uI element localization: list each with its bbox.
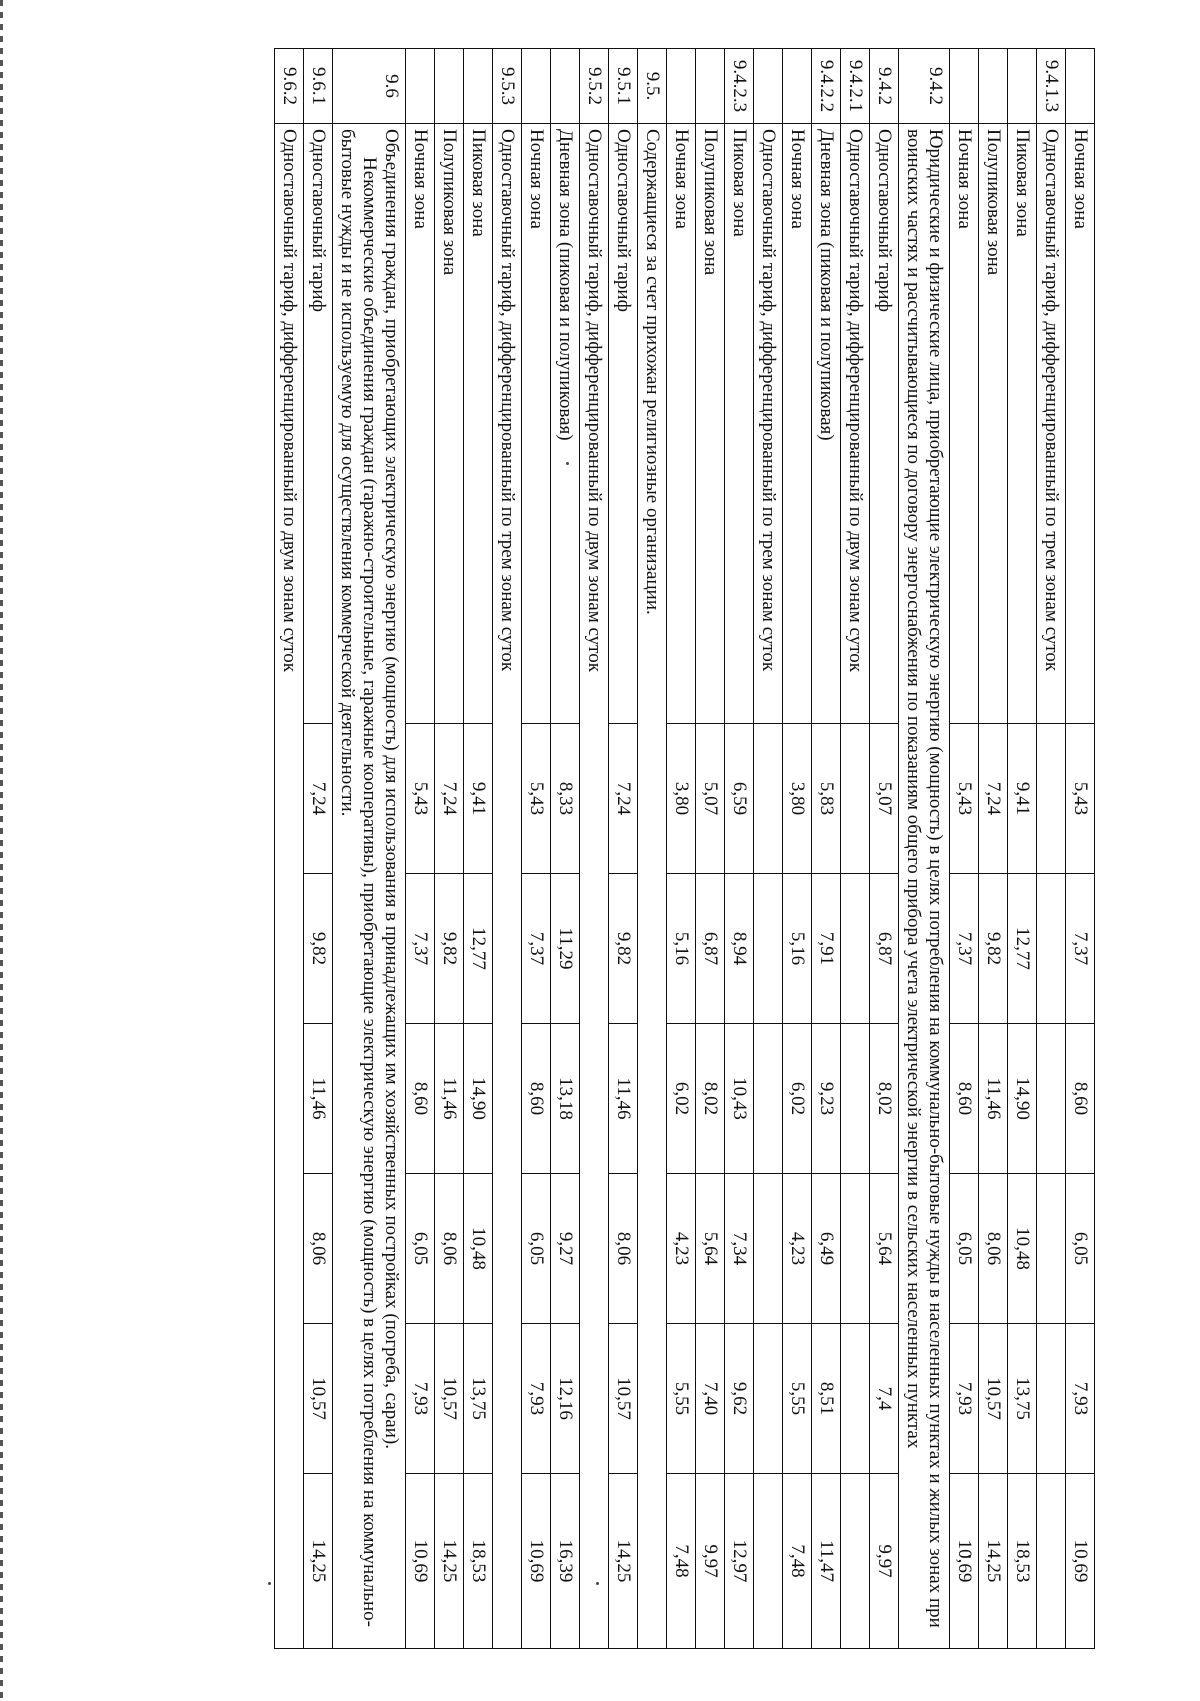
- row-number: 9.5.3: [493, 49, 522, 124]
- tariff-value: 3,80: [667, 724, 696, 874]
- tariff-value: 7,40: [696, 1324, 725, 1474]
- row-number: [406, 49, 435, 124]
- tariff-value: 9,82: [435, 874, 464, 1024]
- tariff-name: Одноставочный тариф, дифференцированный по трем зонам суток: [1037, 124, 1066, 724]
- tariff-value: 6,05: [1066, 1174, 1095, 1324]
- tariff-value: 5,07: [696, 724, 725, 874]
- tariff-value: 7,93: [1066, 1324, 1095, 1474]
- tariff-value: 10,69: [522, 1474, 551, 1649]
- tariff-name: Полупиковая зона: [435, 124, 464, 724]
- tariff-value: 6,02: [783, 1024, 812, 1174]
- table-section-row: [333, 49, 406, 1649]
- tariff-name: Одноставочный тариф, дифференцированный по двум зонам суток: [841, 124, 870, 724]
- tariff-value: [754, 1324, 783, 1474]
- row-number: 9.4.2: [870, 49, 899, 124]
- table-row: [304, 49, 333, 1649]
- tariff-value: 9,82: [609, 874, 638, 1024]
- table-row: [609, 49, 638, 1649]
- table-row: [1008, 49, 1037, 1649]
- row-number: [950, 49, 979, 124]
- tariff-value: 14,90: [464, 1024, 493, 1174]
- tariff-value: [841, 724, 870, 874]
- tariff-value: 4,23: [667, 1174, 696, 1324]
- tariff-value: 11,46: [979, 1024, 1008, 1174]
- section-text: Одноставочный тариф, дифференцированный по трем зонам суток: [497, 129, 518, 672]
- section-text-secondary: Некоммерческие объединения граждан (гаражно-строительные, гаражные кооперативы), приобретающие электрическую энергию (мощность) в целях потребления на коммунально-бытовые нужды и не используемую для осуществления коммерческой деятельности.: [337, 129, 380, 1627]
- row-number: 9.4.2.1: [841, 49, 870, 124]
- tariff-value: 4,23: [783, 1174, 812, 1324]
- tariff-value: 8,94: [725, 874, 754, 1024]
- row-number: [667, 49, 696, 124]
- section-heading: [899, 124, 950, 1649]
- section-heading: [638, 124, 667, 1649]
- tariff-value: 9,41: [464, 724, 493, 874]
- tariff-value: 5,64: [696, 1174, 725, 1324]
- tariff-name: Одноставочный тариф: [304, 124, 333, 724]
- row-number: 9.5.: [638, 49, 667, 124]
- tariff-value: 10,57: [979, 1324, 1008, 1474]
- tariff-value: 6,87: [870, 874, 899, 1024]
- row-number: [551, 49, 580, 124]
- tariff-name: Ночная зона: [667, 124, 696, 724]
- row-number: [1008, 49, 1037, 124]
- table-row: [870, 49, 899, 1649]
- tariff-value: [841, 1024, 870, 1174]
- tariff-name: Ночная зона: [406, 124, 435, 724]
- tariff-value: 9,97: [696, 1474, 725, 1649]
- tariff-value: 7,4: [870, 1324, 899, 1474]
- tariff-value: 14,25: [435, 1474, 464, 1649]
- tariff-value: 8,60: [950, 1024, 979, 1174]
- tariff-name: Полупиковая зона: [979, 124, 1008, 724]
- tariff-value: [1037, 1474, 1066, 1649]
- section-text: Содержащиеся за счет прихожан религиозные организации.: [642, 129, 663, 615]
- row-number: [522, 49, 551, 124]
- tariff-value: 7,24: [979, 724, 1008, 874]
- tariff-value: 6,49: [812, 1174, 841, 1324]
- row-number: [783, 49, 812, 124]
- table-row: [725, 49, 754, 1649]
- row-number: [696, 49, 725, 124]
- table-row: [406, 49, 435, 1649]
- tariff-value: 7,34: [725, 1174, 754, 1324]
- tariff-value: 7,37: [406, 874, 435, 1024]
- tariff-value: 10,43: [725, 1024, 754, 1174]
- tariff-value: 16,39: [551, 1474, 580, 1649]
- section-text: Одноставочный тариф, дифференцированный по двум зонам суток: [279, 129, 300, 672]
- tariff-value: [1037, 1174, 1066, 1324]
- table-row: [979, 49, 1008, 1649]
- tariff-name: Дневная зона (пиковая и полупиковая): [551, 124, 580, 724]
- tariff-value: 7,37: [1066, 874, 1095, 1024]
- tariff-value: 5,55: [783, 1324, 812, 1474]
- tariff-value: 10,57: [304, 1324, 333, 1474]
- tariff-table: [274, 48, 1095, 1649]
- tariff-value: 13,75: [1008, 1324, 1037, 1474]
- tariff-value: 9,23: [812, 1024, 841, 1174]
- row-number: [754, 49, 783, 124]
- tariff-value: 8,33: [551, 724, 580, 874]
- tariff-value: 7,93: [522, 1324, 551, 1474]
- table-row: [754, 49, 783, 1649]
- tariff-value: 6,05: [522, 1174, 551, 1324]
- tariff-value: 8,06: [435, 1174, 464, 1324]
- table-row: [1066, 49, 1095, 1649]
- tariff-name: Полупиковая зона: [696, 124, 725, 724]
- row-number: 9.6: [333, 49, 406, 124]
- tariff-value: [754, 724, 783, 874]
- tariff-value: 9,82: [979, 874, 1008, 1024]
- tariff-value: 9,97: [870, 1474, 899, 1649]
- tariff-value: 7,24: [435, 724, 464, 874]
- table-row: [696, 49, 725, 1649]
- tariff-value: 8,02: [696, 1024, 725, 1174]
- tariff-value: 10,48: [1008, 1174, 1037, 1324]
- tariff-value: 6,02: [667, 1024, 696, 1174]
- tariff-name: Пиковая зона: [1008, 124, 1037, 724]
- section-heading: [275, 124, 304, 1649]
- tariff-value: 8,06: [979, 1174, 1008, 1324]
- tariff-value: 10,69: [406, 1474, 435, 1649]
- table-row: [435, 49, 464, 1649]
- scan-edge-marks: [0, 0, 3, 1701]
- tariff-value: 13,18: [551, 1024, 580, 1174]
- table-section-row: [580, 49, 609, 1649]
- tariff-value: 7,37: [522, 874, 551, 1024]
- row-number: 9.4.1.3: [1037, 49, 1066, 124]
- tariff-value: 13,75: [464, 1324, 493, 1474]
- tariff-name: Одноставочный тариф: [870, 124, 899, 724]
- tariff-name: Ночная зона: [522, 124, 551, 724]
- tariff-value: 6,87: [696, 874, 725, 1024]
- tariff-value: 14,25: [979, 1474, 1008, 1649]
- tariff-value: 10,48: [464, 1174, 493, 1324]
- tariff-value: 18,53: [1008, 1474, 1037, 1649]
- tariff-value: 14,25: [304, 1474, 333, 1649]
- section-text: Юридические и физические лица, приобретающие электрическую энергию (мощность) в целях потребления на коммунально-бытовые нужды в населенных пунктах и жилых зонах при воинских частях и рассчитывающиеся по договору энергоснабжения по показаниям общего прибора учета электрической энергии в сельских населенных пунктах: [903, 129, 946, 1628]
- tariff-value: [841, 1474, 870, 1649]
- tariff-value: [1037, 724, 1066, 874]
- tariff-value: 5,43: [406, 724, 435, 874]
- tariff-name: Дневная зона (пиковая и полупиковая): [812, 124, 841, 724]
- table-row: [464, 49, 493, 1649]
- row-number: [464, 49, 493, 124]
- section-heading: [580, 124, 609, 1649]
- tariff-value: 6,05: [950, 1174, 979, 1324]
- table-section-row: [899, 49, 950, 1649]
- tariff-value: 8,60: [522, 1024, 551, 1174]
- tariff-name: Пиковая зона: [725, 124, 754, 724]
- tariff-value: 7,91: [812, 874, 841, 1024]
- table-row: [841, 49, 870, 1649]
- row-number: [1066, 49, 1095, 124]
- tariff-value: [841, 1324, 870, 1474]
- tariff-value: 5,16: [667, 874, 696, 1024]
- tariff-value: 5,64: [870, 1174, 899, 1324]
- tariff-value: 9,27: [551, 1174, 580, 1324]
- tariff-value: 7,93: [406, 1324, 435, 1474]
- section-text: Объединения граждан, приобретающих электрическую энергию (мощность) для использования в принадлежащих им хозяйственных постройках (погреба, сараи).: [381, 129, 402, 1449]
- tariff-name: Ночная зона: [783, 124, 812, 724]
- tariff-value: 5,43: [522, 724, 551, 874]
- tariff-value: 9,41: [1008, 724, 1037, 874]
- tariff-value: 11,46: [304, 1024, 333, 1174]
- tariff-value: 7,37: [950, 874, 979, 1024]
- tariff-value: 8,06: [609, 1174, 638, 1324]
- table-row: [667, 49, 696, 1649]
- tariff-value: 12,77: [464, 874, 493, 1024]
- tariff-value: 11,46: [435, 1024, 464, 1174]
- tariff-value: 5,83: [812, 724, 841, 874]
- tariff-value: 7,24: [304, 724, 333, 874]
- tariff-value: 12,77: [1008, 874, 1037, 1024]
- row-number: 9.6.2: [275, 49, 304, 124]
- tariff-value: 7,48: [783, 1474, 812, 1649]
- tariff-value: [1037, 874, 1066, 1024]
- tariff-value: [841, 1174, 870, 1324]
- tariff-value: 10,57: [435, 1324, 464, 1474]
- tariff-name: Ночная зона: [950, 124, 979, 724]
- table-row: [522, 49, 551, 1649]
- tariff-value: [1037, 1024, 1066, 1174]
- tariff-value: 8,60: [406, 1024, 435, 1174]
- tariff-value: 11,46: [609, 1024, 638, 1174]
- tariff-value: 10,69: [950, 1474, 979, 1649]
- tariff-name: Одноставочный тариф, дифференцированный по трем зонам суток: [754, 124, 783, 724]
- tariff-name: Ночная зона: [1066, 124, 1095, 724]
- tariff-value: 3,80: [783, 724, 812, 874]
- tariff-value: 7,93: [950, 1324, 979, 1474]
- tariff-value: 5,07: [870, 724, 899, 874]
- tariff-value: 5,55: [667, 1324, 696, 1474]
- section-text: Одноставочный тариф, дифференцированный по двум зонам суток: [584, 129, 605, 672]
- section-heading: [493, 124, 522, 1649]
- tariff-value: 7,24: [609, 724, 638, 874]
- table-row: [783, 49, 812, 1649]
- row-number: 9.4.2.3: [725, 49, 754, 124]
- table-section-row: [275, 49, 304, 1649]
- tariff-name: Одноставочный тариф: [609, 124, 638, 724]
- rotated-page: [125, 48, 1095, 1648]
- tariff-value: 8,60: [1066, 1024, 1095, 1174]
- tariff-value: 8,02: [870, 1024, 899, 1174]
- table-row: [950, 49, 979, 1649]
- tariff-value: 9,82: [304, 874, 333, 1024]
- tariff-value: 14,90: [1008, 1024, 1037, 1174]
- tariff-value: 11,29: [551, 874, 580, 1024]
- tariff-value: 12,97: [725, 1474, 754, 1649]
- tariff-value: 18,53: [464, 1474, 493, 1649]
- table-section-row: [638, 49, 667, 1649]
- tariff-value: [754, 1474, 783, 1649]
- tariff-value: 14,25: [609, 1474, 638, 1649]
- tariff-name: Пиковая зона: [464, 124, 493, 724]
- tariff-value: 12,16: [551, 1324, 580, 1474]
- tariff-value: [754, 874, 783, 1024]
- tariff-value: 6,05: [406, 1174, 435, 1324]
- table-row: [551, 49, 580, 1649]
- tariff-value: 10,69: [1066, 1474, 1095, 1649]
- tariff-value: 5,43: [950, 724, 979, 874]
- row-number: 9.5.1: [609, 49, 638, 124]
- tariff-value: [754, 1024, 783, 1174]
- table-row: [812, 49, 841, 1649]
- table-row: [1037, 49, 1066, 1649]
- tariff-value: 10,57: [609, 1324, 638, 1474]
- tariff-value: 6,59: [725, 724, 754, 874]
- tariff-value: 8,51: [812, 1324, 841, 1474]
- tariff-value: [754, 1174, 783, 1324]
- tariff-value: 7,48: [667, 1474, 696, 1649]
- tariff-value: 9,62: [725, 1324, 754, 1474]
- row-number: 9.5.2: [580, 49, 609, 124]
- tariff-value: 11,47: [812, 1474, 841, 1649]
- tariff-value: [841, 874, 870, 1024]
- row-number: 9.4.2.2: [812, 49, 841, 124]
- tariff-value: [1037, 1324, 1066, 1474]
- row-number: 9.4.2: [899, 49, 950, 124]
- row-number: 9.6.1: [304, 49, 333, 124]
- section-heading: [333, 124, 406, 1649]
- tariff-value: 5,43: [1066, 724, 1095, 874]
- row-number: [435, 49, 464, 124]
- tariff-table-body: [275, 49, 1095, 1649]
- row-number: [979, 49, 1008, 124]
- tariff-value: 8,06: [304, 1174, 333, 1324]
- table-section-row: [493, 49, 522, 1649]
- tariff-value: 5,16: [783, 874, 812, 1024]
